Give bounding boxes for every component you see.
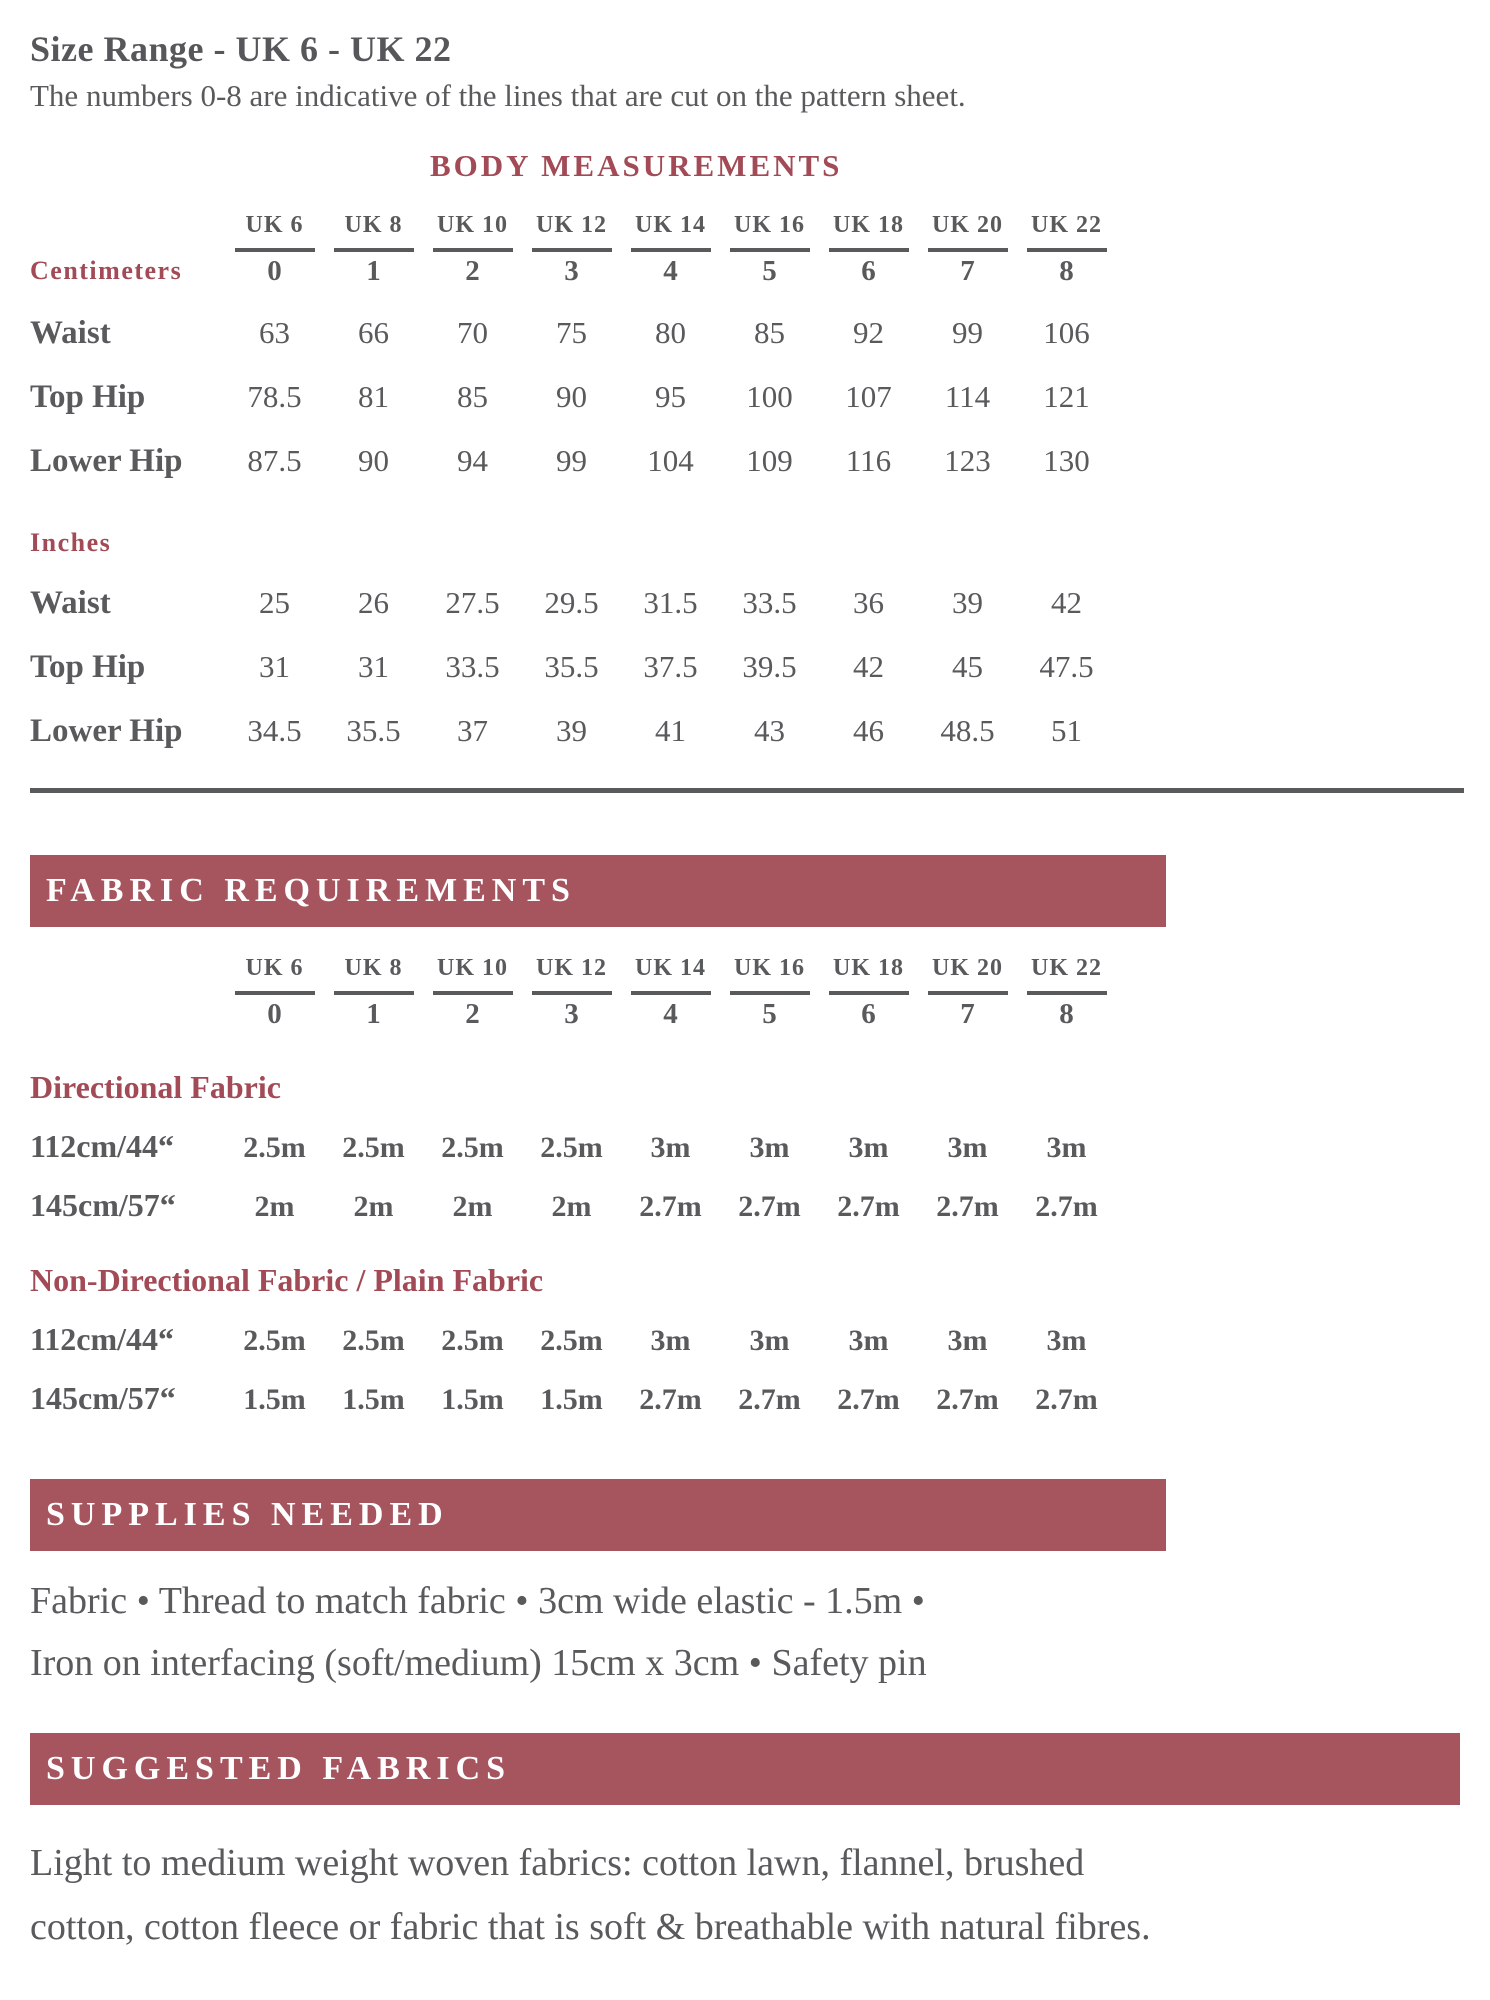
measurement-value: 51: [1051, 713, 1082, 748]
measurement-value: 48.5: [940, 713, 995, 748]
size-underline: [433, 248, 513, 252]
measurement-value: 29.5: [544, 585, 599, 620]
row-label: Lower Hip: [30, 713, 183, 749]
uk-size-label: UK 6: [245, 212, 304, 238]
measurement-value: 27.5: [445, 585, 500, 620]
size-column: [423, 955, 522, 1031]
fabric-row-nondirectional-112: [30, 1321, 1460, 1358]
measurement-row-in-top-hip: [30, 649, 1460, 686]
measurement-value: 85: [754, 315, 785, 350]
size-column: [1017, 955, 1116, 1031]
measurement-value: 33.5: [445, 649, 500, 684]
fabric-value: 2.7m: [639, 1190, 702, 1223]
fabric-requirements-banner: FABRIC REQUIREMENTS: [30, 855, 1166, 927]
cut-line-number: 7: [960, 998, 975, 1030]
fabric-row-nondirectional-145: [30, 1380, 1460, 1417]
cut-line-number: 0: [267, 998, 282, 1030]
measurement-value: 45: [952, 649, 983, 684]
fabric-value: 3m: [947, 1324, 988, 1357]
size-column: [225, 955, 324, 1031]
measurement-value: 35.5: [346, 713, 401, 748]
size-underline: [829, 991, 909, 995]
measurement-value: 43: [754, 713, 785, 748]
measurement-value: 116: [845, 443, 892, 478]
measurement-row-in-lower-hip: [30, 713, 1460, 750]
size-column: [621, 212, 720, 288]
uk-size-label: UK 22: [1031, 955, 1102, 981]
fabric-width-label: 145cm/57“: [30, 1380, 176, 1416]
measurement-value: 35.5: [544, 649, 599, 684]
measurement-value: 85: [457, 379, 488, 414]
fabric-width-label: 112cm/44“: [30, 1128, 174, 1164]
inches-label: Inches: [30, 528, 112, 557]
body-measurements-heading: BODY MEASUREMENTS: [430, 148, 843, 183]
uk-size-label: UK 16: [734, 212, 805, 238]
fabric-width-label: 112cm/44“: [30, 1321, 174, 1357]
size-underline: [334, 991, 414, 995]
measurement-value: 109: [746, 443, 793, 478]
fabric-value: 2.5m: [441, 1324, 504, 1357]
measurement-value: 104: [647, 443, 694, 478]
uk-size-label: UK 16: [734, 955, 805, 981]
cut-line-number: 2: [465, 998, 480, 1030]
size-underline: [235, 248, 315, 252]
measurement-row-cm-lower-hip: [30, 443, 1460, 480]
size-underline: [334, 248, 414, 252]
measurement-value: 70: [457, 315, 488, 350]
size-column: [1017, 212, 1116, 288]
size-column: [423, 212, 522, 288]
measurement-value: 100: [746, 379, 793, 414]
fabric-row-directional-145: [30, 1187, 1460, 1224]
measurement-value: 42: [853, 649, 884, 684]
uk-size-label: UK 14: [635, 955, 706, 981]
cut-line-number: 1: [366, 998, 381, 1030]
measurement-value: 107: [845, 379, 892, 414]
measurement-value: 95: [655, 379, 686, 414]
cut-line-number: 3: [564, 255, 579, 287]
fabric-value: 3m: [947, 1131, 988, 1164]
fabric-value: 2.7m: [837, 1190, 900, 1223]
size-column: [621, 955, 720, 1031]
measurement-value: 46: [853, 713, 884, 748]
cut-line-number: 2: [465, 255, 480, 287]
uk-size-label: UK 12: [536, 955, 607, 981]
fabric-value: 1.5m: [243, 1383, 306, 1416]
row-label: Lower Hip: [30, 443, 183, 479]
fabric-value: 3m: [848, 1324, 889, 1357]
uk-size-label: UK 14: [635, 212, 706, 238]
fabric-value: 1.5m: [540, 1383, 603, 1416]
page-subtitle: The numbers 0-8 are indicative of the lines that are cut on the pattern sheet.: [30, 78, 966, 113]
size-underline: [433, 991, 513, 995]
cut-line-number: 4: [663, 255, 678, 287]
size-column: [918, 212, 1017, 288]
measurement-value: 94: [457, 443, 488, 478]
centimeters-label: Centimeters: [30, 256, 183, 285]
fabric-value: 2m: [353, 1190, 394, 1223]
fabric-value: 3m: [1046, 1131, 1087, 1164]
section-divider: [30, 788, 1464, 793]
size-column: [720, 212, 819, 288]
measurement-value: 37: [457, 713, 488, 748]
measurement-row-cm-waist: [30, 315, 1460, 352]
non-directional-fabric-label: Non-Directional Fabric / Plain Fabric: [30, 1262, 544, 1298]
measurement-value: 90: [358, 443, 389, 478]
measurement-value: 42: [1051, 585, 1082, 620]
size-column: [720, 955, 819, 1031]
fabric-value: 1.5m: [342, 1383, 405, 1416]
size-underline: [631, 248, 711, 252]
size-underline: [1027, 248, 1107, 252]
fabric-value: 3m: [749, 1131, 790, 1164]
fabric-value: 2.5m: [342, 1324, 405, 1357]
uk-size-label: UK 12: [536, 212, 607, 238]
size-column: [324, 212, 423, 288]
fabric-value: 2m: [254, 1190, 295, 1223]
fabric-value: 2.7m: [738, 1190, 801, 1223]
fabric-value: 2.7m: [936, 1190, 999, 1223]
row-label: Top Hip: [30, 649, 146, 685]
fabric-value: 2.5m: [243, 1131, 306, 1164]
measurement-value: 81: [358, 379, 389, 414]
fabric-value: 2.7m: [1035, 1190, 1098, 1223]
measurement-row-in-waist: [30, 585, 1460, 622]
measurement-value: 34.5: [247, 713, 302, 748]
size-underline: [928, 248, 1008, 252]
size-underline: [829, 248, 909, 252]
measurement-row-cm-top-hip: [30, 379, 1460, 416]
uk-size-label: UK 8: [344, 955, 403, 981]
measurement-value: 90: [556, 379, 587, 414]
measurement-value: 63: [259, 315, 290, 350]
uk-size-label: UK 20: [932, 212, 1003, 238]
cut-line-number: 5: [762, 998, 777, 1030]
supplies-banner: SUPPLIES NEEDED: [30, 1479, 1166, 1551]
measurement-value: 130: [1043, 443, 1090, 478]
size-underline: [928, 991, 1008, 995]
measurement-value: 99: [952, 315, 983, 350]
uk-size-label: UK 22: [1031, 212, 1102, 238]
fabric-value: 2m: [452, 1190, 493, 1223]
suggested-fabrics-line-1: Light to medium weight woven fabrics: cotton lawn, flannel, brushed: [30, 1842, 1085, 1884]
fabric-value: 2.7m: [639, 1383, 702, 1416]
page-title: Size Range - UK 6 - UK 22: [30, 29, 452, 69]
size-underline: [235, 991, 315, 995]
cut-line-number: 8: [1059, 998, 1074, 1030]
measurement-value: 78.5: [247, 379, 302, 414]
measurement-value: 36: [853, 585, 884, 620]
uk-size-label: UK 10: [437, 955, 508, 981]
fabric-value: 2.5m: [540, 1324, 603, 1357]
size-column: [522, 212, 621, 288]
size-underline: [1027, 991, 1107, 995]
fabric-value: 3m: [749, 1324, 790, 1357]
measurement-value: 87.5: [247, 443, 302, 478]
measurement-value: 39: [952, 585, 983, 620]
fabric-row-directional-112: [30, 1128, 1460, 1165]
uk-size-label: UK 18: [833, 955, 904, 981]
measurement-value: 114: [944, 379, 991, 414]
measurement-value: 99: [556, 443, 587, 478]
measurement-value: 39.5: [742, 649, 797, 684]
measurement-value: 31: [358, 649, 389, 684]
cut-line-number: 7: [960, 255, 975, 287]
cut-line-number: 5: [762, 255, 777, 287]
supplies-line-1: Fabric • Thread to match fabric • 3cm wide elastic - 1.5m •: [30, 1580, 925, 1622]
fabric-value: 2.7m: [1035, 1383, 1098, 1416]
suggested-fabrics-banner: SUGGESTED FABRICS: [30, 1733, 1460, 1805]
measurement-value: 121: [1043, 379, 1090, 414]
uk-size-label: UK 10: [437, 212, 508, 238]
measurement-value: 41: [655, 713, 686, 748]
fabric-value: 2m: [551, 1190, 592, 1223]
size-underline: [730, 248, 810, 252]
fabric-value: 2.7m: [738, 1383, 801, 1416]
measurement-value: 37.5: [643, 649, 698, 684]
directional-fabric-label: Directional Fabric: [30, 1069, 281, 1105]
cut-line-number: 3: [564, 998, 579, 1030]
fabric-value: 3m: [1046, 1324, 1087, 1357]
fabric-value: 1.5m: [441, 1383, 504, 1416]
fabric-size-header: [30, 955, 1460, 1031]
cut-line-number: 6: [861, 998, 876, 1030]
size-underline: [532, 248, 612, 252]
suggested-fabrics-line-2: cotton, cotton fleece or fabric that is soft & breathable with natural fibres.: [30, 1906, 1151, 1948]
fabric-value: 2.7m: [936, 1383, 999, 1416]
cut-line-number: 0: [267, 255, 282, 287]
measurement-value: 92: [853, 315, 884, 350]
size-column: [324, 955, 423, 1031]
measurement-value: 75: [556, 315, 587, 350]
measurement-value: 33.5: [742, 585, 797, 620]
size-underline: [730, 991, 810, 995]
uk-size-label: UK 8: [344, 212, 403, 238]
cut-line-number: 6: [861, 255, 876, 287]
size-column: [819, 212, 918, 288]
row-label: Waist: [30, 315, 111, 351]
supplies-line-2: Iron on interfacing (soft/medium) 15cm x 3cm • Safety pin: [30, 1642, 927, 1684]
size-column: [918, 955, 1017, 1031]
fabric-value: 2.5m: [540, 1131, 603, 1164]
uk-size-label: UK 20: [932, 955, 1003, 981]
measurement-value: 80: [655, 315, 686, 350]
row-label: Top Hip: [30, 379, 146, 415]
size-column: [819, 955, 918, 1031]
fabric-value: 2.5m: [342, 1131, 405, 1164]
measurement-value: 31.5: [643, 585, 698, 620]
fabric-header-spacer: [30, 1029, 225, 1031]
measurement-value: 26: [358, 585, 389, 620]
measurement-value: 106: [1043, 315, 1090, 350]
size-column: [225, 212, 324, 288]
measurement-value: 31: [259, 649, 290, 684]
fabric-value: 3m: [848, 1131, 889, 1164]
measurement-value: 25: [259, 585, 290, 620]
size-header: [30, 212, 1460, 288]
cut-line-number: 1: [366, 255, 381, 287]
measurement-value: 123: [944, 443, 991, 478]
fabric-value: 2.7m: [837, 1383, 900, 1416]
cut-line-number: 4: [663, 998, 678, 1030]
measurement-value: 39: [556, 713, 587, 748]
measurement-value: 47.5: [1039, 649, 1094, 684]
uk-size-label: UK 18: [833, 212, 904, 238]
fabric-value: 3m: [650, 1131, 691, 1164]
size-column: [522, 955, 621, 1031]
fabric-width-label: 145cm/57“: [30, 1187, 176, 1223]
uk-size-label: UK 6: [245, 955, 304, 981]
fabric-value: 2.5m: [441, 1131, 504, 1164]
row-label: Waist: [30, 585, 111, 621]
measurement-value: 66: [358, 315, 389, 350]
cut-line-number: 8: [1059, 255, 1074, 287]
size-underline: [631, 991, 711, 995]
size-underline: [532, 991, 612, 995]
fabric-value: 2.5m: [243, 1324, 306, 1357]
fabric-value: 3m: [650, 1324, 691, 1357]
